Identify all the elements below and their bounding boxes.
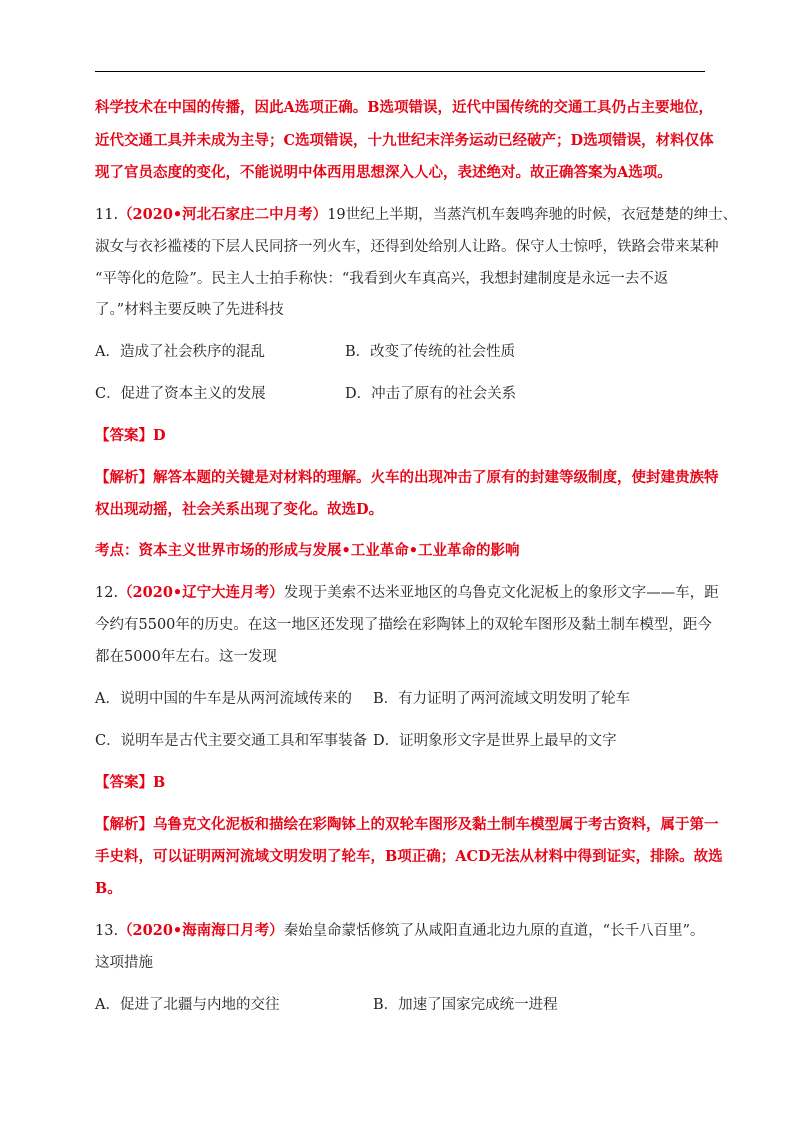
question-number: 12. xyxy=(95,585,119,601)
analysis-line: 【解析】乌鲁克文化泥板和描绘在彩陶钵上的双轮车图形及黏土制车模型属于考古资料，属于第一 xyxy=(95,816,719,833)
question-12-stem xyxy=(95,583,719,603)
option-d: D．冲击了原有的社会关系 xyxy=(345,386,517,402)
option-d: D．证明象形文字是世界上最早的文字 xyxy=(373,733,617,749)
analysis-line: 近代交通工具并未成为主导；C选项错误，十九世纪末洋务运动已经破产；D选项错误，材料仅体 xyxy=(95,132,714,149)
stem-line: 淑女与衣衫褴褛的下层人民同挤一列火车，还得到处给别人让路。保守人士惊呼，铁路会带来某种 xyxy=(95,239,719,255)
stem-text: 秦始皇命蒙恬修筑了从咸阳直通北边九原的直道，“长千八百里”。 xyxy=(283,923,705,939)
options-row xyxy=(95,384,705,404)
analysis-line: 手史料，可以证明两河流域文明发明了轮车，B项正确；ACD无法从材料中得到证实，排除。故选 xyxy=(95,848,723,865)
stem-line: 这项措施 xyxy=(95,955,153,971)
option-c: C．说明车是古代主要交通工具和军事装备 xyxy=(95,733,368,749)
options-row xyxy=(95,689,705,709)
question-source: （2020•河北石家庄二中月考） xyxy=(118,206,328,223)
option-a: A．促进了北疆与内地的交往 xyxy=(95,997,280,1013)
option-a: A．造成了社会秩序的混乱 xyxy=(95,344,265,360)
analysis-line: 科学技术在中国的传播，因此A选项正确。B选项错误，近代中国传统的交通工具仍占主要地位， xyxy=(95,99,714,116)
question-source: （2020•海南海口月考） xyxy=(118,922,284,939)
option-b: B．有力证明了两河流域文明发明了轮车 xyxy=(373,691,631,707)
header-rule xyxy=(95,71,705,72)
answer-label: 【答案】B xyxy=(95,774,166,791)
stem-line: 了。”材料主要反映了先进科技 xyxy=(95,302,284,318)
options-row xyxy=(95,731,705,751)
question-number: 13. xyxy=(95,923,119,939)
question-11-stem xyxy=(95,205,737,225)
question-number: 11. xyxy=(95,207,119,223)
option-b: B．改变了传统的社会性质 xyxy=(345,344,516,360)
stem-line: 都在5000年左右。这一发现 xyxy=(95,649,277,665)
analysis-line: 现了官员态度的变化，不能说明中体西用思想深入人心，表述绝对。故正确答案为A选项。 xyxy=(95,164,672,181)
answer-label: 【答案】D xyxy=(95,427,166,444)
stem-text: 发现于美索不达米亚地区的乌鲁克文化泥板上的象形文字——车，距 xyxy=(283,585,719,601)
option-b: B．加速了国家完成统一进程 xyxy=(373,997,558,1013)
option-c: C．促进了资本主义的发展 xyxy=(95,386,266,402)
analysis-line: 权出现动摇，社会关系出现了变化。故选D。 xyxy=(95,501,384,518)
analysis-line: B。 xyxy=(95,880,122,897)
stem-line: 今约有5500年的历史。在这一地区还发现了描绘在彩陶钵上的双轮车图形及黏土制车模型，距今 xyxy=(95,617,712,633)
question-13-stem xyxy=(95,921,705,941)
question-source: （2020•辽宁大连月考） xyxy=(118,584,284,601)
stem-line: “平等化的危险”。民主人士拍手称快：“我看到火车真高兴，我想封建制度是永远一去不返 xyxy=(95,271,669,287)
stem-text: 19世纪上半期，当蒸汽机车轰鸣奔驰的时候，衣冠楚楚的绅士、 xyxy=(327,207,738,223)
analysis-line: 【解析】解答本题的关键是对材料的理解。火车的出现冲击了原有的封建等级制度，使封建贵族特 xyxy=(95,469,719,486)
options-row xyxy=(95,342,705,362)
option-a: A．说明中国的牛车是从两河流域传来的 xyxy=(95,691,352,707)
options-row xyxy=(95,995,705,1015)
kaodian: 考点：资本主义世界市场的形成与发展•工业革命•工业革命的影响 xyxy=(95,542,520,559)
